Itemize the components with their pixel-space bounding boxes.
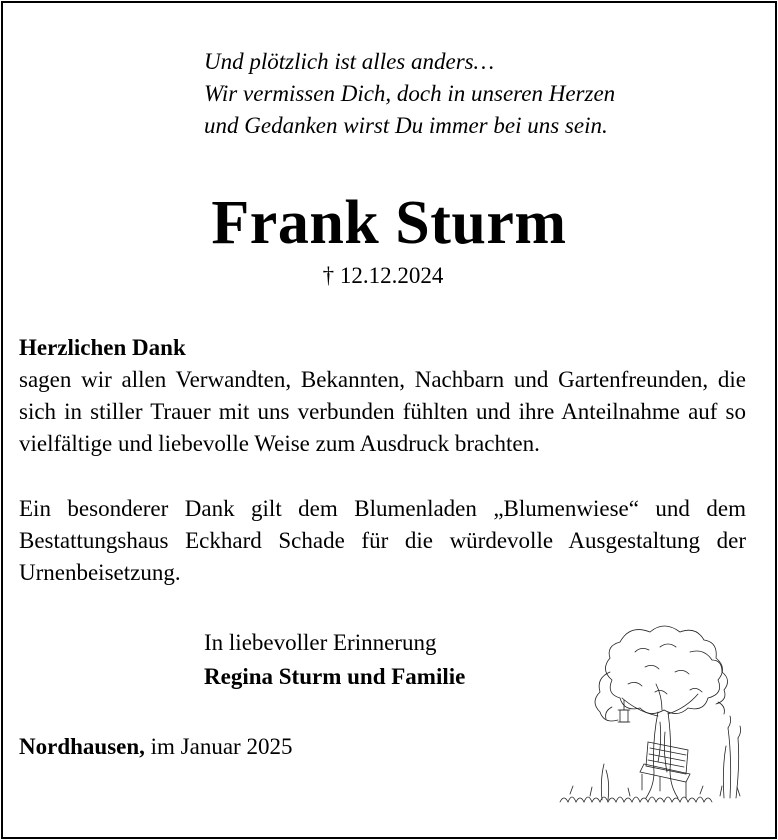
thanks-paragraph-2: Ein besonderer Dank gilt dem Blumenladen „Blumenwiese“ und dem Bestattungshaus Eckhard Schade für die würdevolle Ausgestaltung der Urnenbeisetzung. (19, 496, 746, 585)
place-and-date (19, 731, 292, 763)
poem-line-3: und Gedanken wirst Du immer bei uns sein. (204, 113, 608, 138)
death-date: † 12.12.2024 (322, 263, 444, 288)
memorial-poem (204, 46, 615, 142)
thanks-paragraph-1: sagen wir allen Verwandten, Bekannten, Nachbarn und Gartenfreunden, die sich in stiller Trauer mit uns verbunden fühlten und ihre Anteilnahme auf so vielfältige und liebevolle Weise zum Ausdruck brachten. (19, 367, 746, 456)
place-name: Nordhausen, (19, 734, 145, 759)
deceased-name: Frank Sturm (211, 189, 567, 257)
memory-line: In liebevoller Erinnerung (204, 630, 437, 655)
poem-line-2: Wir vermissen Dich, doch in unseren Herzen (204, 81, 616, 106)
family-signature: Regina Sturm und Familie (204, 664, 466, 689)
poem-line-1: Und plötzlich ist alles anders… (204, 49, 495, 74)
notice-date: im Januar 2025 (150, 734, 293, 759)
tree-with-bench-icon (540, 612, 758, 810)
thanks-heading: Herzlichen Dank (19, 335, 186, 360)
